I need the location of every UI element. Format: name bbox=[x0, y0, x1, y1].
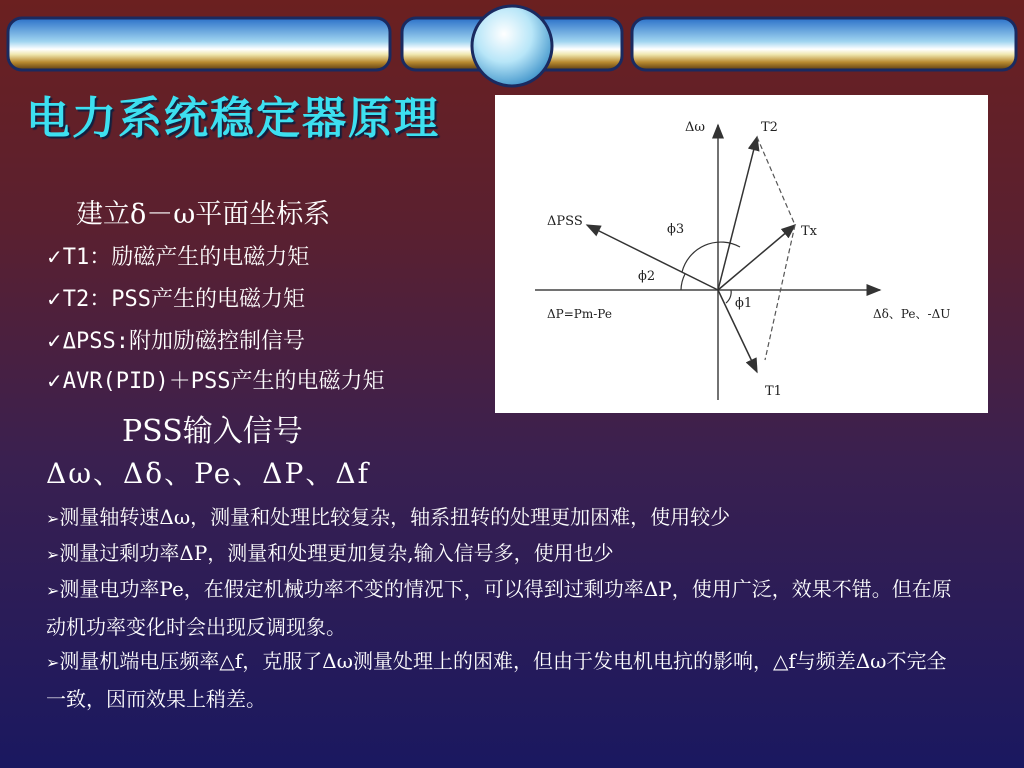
phasor-diagram bbox=[495, 95, 988, 413]
phi1-arc bbox=[726, 290, 731, 303]
paragraph-text: 测量过剩功率ΔP，测量和处理更加复杂,输入信号多，使用也少 bbox=[59, 541, 614, 565]
pss-input-title: PSS输入信号 bbox=[122, 414, 303, 449]
neg-x-label: ΔP=Pm-Pe bbox=[547, 307, 612, 321]
tx-label: Tx bbox=[801, 224, 818, 239]
t2-label: T2 bbox=[761, 120, 778, 135]
checkmark-icon: ✓ bbox=[46, 369, 63, 393]
arrow-bullet-icon: ➢ bbox=[46, 581, 60, 600]
phi1-label: ϕ1 bbox=[735, 296, 753, 311]
checklist-item bbox=[46, 324, 305, 355]
paragraph-text: 测量机端电压频率△f，克服了Δω测量处理上的困难，但由于发电机电抗的影响，△f与频差Δω不完全一致，因而效果上稍差。 bbox=[46, 649, 947, 711]
construction-line bbox=[765, 225, 795, 360]
phi3-arc bbox=[682, 242, 740, 272]
arrow-bullet-icon: ➢ bbox=[46, 653, 60, 672]
checklist-item bbox=[46, 282, 305, 313]
header-banner bbox=[0, 0, 1024, 90]
phi2-label: ϕ2 bbox=[638, 269, 656, 284]
phi3-label: ϕ3 bbox=[667, 222, 685, 237]
checklist-item bbox=[46, 364, 384, 395]
tx-vector bbox=[718, 225, 795, 290]
subtitle: 建立δ－ω平面坐标系 bbox=[76, 199, 331, 230]
construction-line bbox=[757, 137, 795, 225]
arrow-bullet-icon: ➢ bbox=[46, 509, 60, 528]
paragraph bbox=[46, 499, 966, 537]
paragraph bbox=[46, 535, 966, 573]
checkmark-icon: ✓ bbox=[46, 245, 63, 269]
checklist-text: ΔPSS:附加励磁控制信号 bbox=[62, 329, 305, 354]
checklist-text: AVR(PID)＋PSS产生的电磁力矩 bbox=[62, 369, 385, 394]
arrow-bullet-icon: ➢ bbox=[46, 545, 60, 564]
pss-input-vars: Δω、Δδ、Pe、ΔP、Δf bbox=[46, 457, 370, 490]
checklist-text: T1：励磁产生的电磁力矩 bbox=[62, 245, 310, 270]
phi2-arc bbox=[681, 274, 685, 290]
paragraph-text: 测量轴转速Δω，测量和处理比较复杂，轴系扭转的处理更加困难，使用较少 bbox=[59, 505, 731, 529]
paragraph-text: 测量电功率Pe，在假定机械功率不变的情况下，可以得到过剩功率ΔP，使用广泛，效果不错。但在原动机功率变化时会出现反调现象。 bbox=[46, 577, 952, 639]
paragraph bbox=[46, 643, 966, 717]
y-axis-label: Δω bbox=[685, 120, 705, 135]
dpss-label: ΔPSS bbox=[547, 214, 583, 229]
t1-label: T1 bbox=[765, 384, 782, 399]
checkmark-icon: ✓ bbox=[46, 329, 63, 353]
x-axis-label: Δδ、Pe、-ΔU bbox=[873, 307, 951, 321]
paragraph bbox=[46, 571, 966, 645]
checkmark-icon: ✓ bbox=[46, 287, 63, 311]
checklist-text: T2：PSS产生的电磁力矩 bbox=[62, 287, 305, 312]
checklist-item bbox=[46, 240, 309, 271]
slide-title: 电力系统稳定器原理 bbox=[26, 93, 440, 144]
t2-vector bbox=[718, 137, 757, 290]
